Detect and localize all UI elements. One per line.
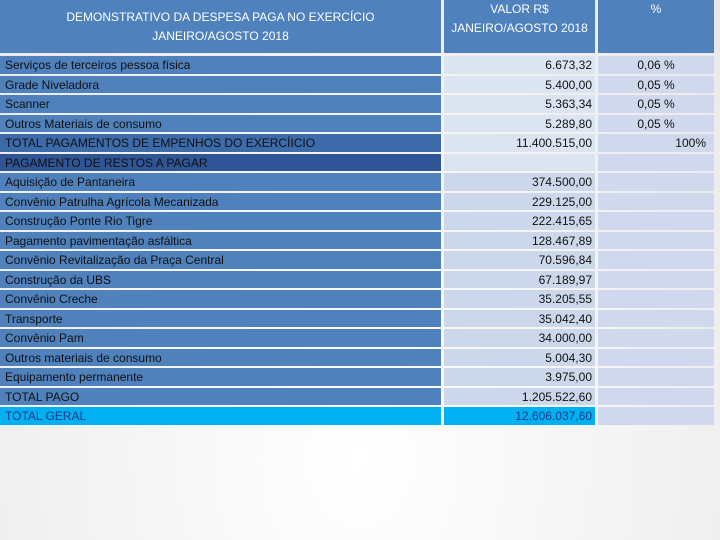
row-label-section: PAGAMENTO DE RESTOS A PAGAR — [0, 154, 441, 172]
row-percent — [598, 193, 714, 211]
row-percent: 0,05 % — [598, 115, 714, 133]
row-percent — [598, 349, 714, 367]
row-percent — [598, 173, 714, 191]
row-value-section — [444, 154, 595, 172]
row-percent-total: 100% — [598, 134, 714, 152]
row-label: Aquisição de Pantaneira — [0, 173, 441, 191]
row-percent: 0,06 % — [598, 56, 714, 74]
row-value: 6.673,32 — [444, 56, 595, 74]
row-percent — [598, 329, 714, 347]
row-value: 5.363,34 — [444, 95, 595, 113]
row-value: 5.289,80 — [444, 115, 595, 133]
row-label: Convênio Pam — [0, 329, 441, 347]
header-description — [0, 0, 441, 53]
row-label: Scanner — [0, 95, 441, 113]
row-percent — [598, 310, 714, 328]
header-percent-label: % — [650, 2, 662, 16]
row-value: 5.004,30 — [444, 349, 595, 367]
row-label-total-geral: TOTAL GERAL — [0, 407, 441, 425]
row-value: 35.042,40 — [444, 310, 595, 328]
row-label-total: TOTAL PAGAMENTOS DE EMPENHOS DO EXERCÍICIO — [0, 134, 441, 152]
row-percent — [598, 407, 714, 425]
header-value — [444, 0, 595, 53]
row-label: Construção da UBS — [0, 271, 441, 289]
description-column — [0, 56, 441, 427]
header-description-line2: JANEIRO/AGOSTO 2018 — [152, 28, 289, 43]
row-label: Equipamento permanente — [0, 368, 441, 386]
row-value: 374.500,00 — [444, 173, 595, 191]
row-label: Convênio Patrulha Agrícola Mecanizada — [0, 193, 441, 211]
row-percent — [598, 368, 714, 386]
row-label: Convênio Revitalização da Praça Central — [0, 251, 441, 269]
row-value: 34.000,00 — [444, 329, 595, 347]
row-value: 3.975,00 — [444, 368, 595, 386]
row-label: Outros Materiais de consumo — [0, 115, 441, 133]
row-label: Serviços de terceiros pessoa física — [0, 56, 441, 74]
row-percent — [598, 212, 714, 230]
row-percent — [598, 251, 714, 269]
row-label: Pagamento pavimentação asfáltica — [0, 232, 441, 250]
header-value-line1: VALOR R$ — [490, 2, 549, 16]
row-label: Construção Ponte Rio Tigre — [0, 212, 441, 230]
header-value-line2: JANEIRO/AGOSTO 2018 — [451, 21, 588, 35]
row-percent: 0,05 % — [598, 76, 714, 94]
row-percent — [598, 271, 714, 289]
row-value-total-geral: 12.606.037,60 — [444, 407, 595, 425]
row-percent: 0,05 % — [598, 95, 714, 113]
header-description-line1: DEMONSTRATIVO DA DESPESA PAGA NO EXERCÍCIO — [66, 9, 375, 24]
row-value: 70.596,84 — [444, 251, 595, 269]
row-value: 229.125,00 — [444, 193, 595, 211]
row-value: 5.400,00 — [444, 76, 595, 94]
percent-column — [598, 56, 714, 427]
row-percent — [598, 154, 714, 172]
row-value: 67.189,97 — [444, 271, 595, 289]
header-percent — [598, 0, 714, 53]
row-value-total-pago: 1.205.522,60 — [444, 388, 595, 406]
row-percent — [598, 290, 714, 308]
row-label: Outros materiais de consumo — [0, 349, 441, 367]
row-percent — [598, 388, 714, 406]
row-label: Grade Niveladora — [0, 76, 441, 94]
row-label: Convênio Creche — [0, 290, 441, 308]
row-value-total: 11.400.515,00 — [444, 134, 595, 152]
row-value: 222.415,65 — [444, 212, 595, 230]
value-column — [444, 56, 595, 427]
row-label: Transporte — [0, 310, 441, 328]
row-value: 35.205,55 — [444, 290, 595, 308]
row-label-total-pago: TOTAL PAGO — [0, 388, 441, 406]
row-value: 128.467,89 — [444, 232, 595, 250]
row-percent — [598, 232, 714, 250]
